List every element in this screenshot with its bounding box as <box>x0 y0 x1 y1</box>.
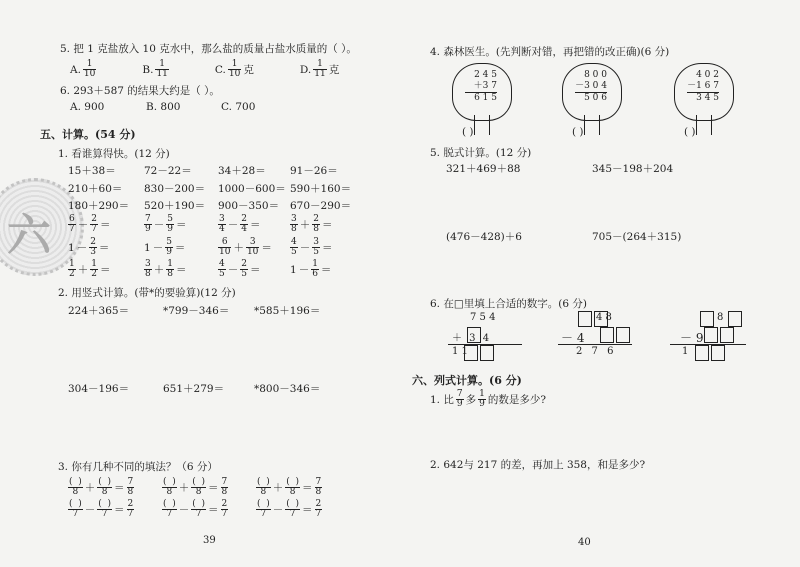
digit-box[interactable] <box>616 327 630 343</box>
vertical-calc-item: *585＋196＝ <box>254 305 321 317</box>
q3-title: 3. 你有几种不同的填法？（6 分） <box>58 461 218 473</box>
fill-in-item[interactable]: $\frac{( )}{7}$ － $\frac{( )}{7}$ ＝ $\frac{2}{7}$ <box>257 499 322 519</box>
section-5-title: 五、计算。(54 分) <box>40 128 136 141</box>
left-q5: 5. 把 1 克盐放入 10 克水中，那么盐的质量占盐水质量的（ ）。 <box>60 43 357 55</box>
fraction-calc-item: $\frac{3}{8}$ ＋ $\frac{1}{8}$ ＝ <box>145 259 187 279</box>
q5-option-a: A. $\frac{1}{10}$ <box>70 59 96 79</box>
digit-box[interactable] <box>480 345 494 361</box>
judge-paren[interactable]: ( ) <box>462 126 474 138</box>
calc-item: 34＋28＝ <box>218 165 266 177</box>
digit-box[interactable] <box>578 311 592 327</box>
q6-option-b: B. 800 <box>146 101 181 113</box>
page-number-left: 39 <box>203 535 216 546</box>
puzzle2-bot: 2 7 6 <box>576 346 617 357</box>
left-q6: 6. 293＋587 的结果大约是（ ）。 <box>60 85 220 97</box>
puzzle1-bot: 1 1 <box>452 346 468 357</box>
expression-item: 705－(264＋315) <box>592 231 682 243</box>
right-q6: 6. 在□里填上合适的数字。(6 分) <box>430 298 587 310</box>
digit-box[interactable] <box>600 327 614 343</box>
fraction-calc-item: $\frac{6}{7}$ － $\frac{2}{7}$ ＝ <box>69 214 111 234</box>
fraction-calc-item: $\frac{3}{4}$ － $\frac{2}{4}$ ＝ <box>219 214 261 234</box>
fraction-calc-item: 1 － $\frac{1}{6}$ ＝ <box>290 259 332 279</box>
section-6-title: 六、列式计算。(6 分) <box>412 374 522 387</box>
puzzle3-top: 8 <box>717 312 724 323</box>
calc-item: 1000－600＝ <box>218 183 286 195</box>
puzzle1-mid: ＋ 3 4 <box>452 333 492 344</box>
puzzle2-mid: － 4 <box>561 331 585 345</box>
q6-option-a: A. 900 <box>70 101 105 113</box>
vertical-calc-item: 304－196＝ <box>68 383 130 395</box>
expression-item: 345－198＋204 <box>592 163 674 175</box>
calc-item: 91－26＝ <box>290 165 338 177</box>
calc-item: 830－200＝ <box>144 183 206 195</box>
judge-paren[interactable]: ( ) <box>572 126 584 138</box>
expression-item: 321＋469＋88 <box>446 163 521 175</box>
q6-option-c: C. 700 <box>221 101 256 113</box>
puzzle1-top: 7 5 4 <box>470 312 496 323</box>
fraction-calc-item: $\frac{6}{10}$ ＋ $\frac{3}{10}$ ＝ <box>219 237 272 257</box>
vertical-calc-item: *799－346＝ <box>163 305 230 317</box>
seal-text: 六 <box>7 210 51 261</box>
word-problem-2: 2. 642与 217 的差，再加上 358，和是多少? <box>430 459 646 471</box>
left-q5-options <box>70 60 339 79</box>
digit-box[interactable] <box>711 345 725 361</box>
puzzle2-line <box>558 344 632 345</box>
calc-item: 210＋60＝ <box>68 183 123 195</box>
q5-option-c: C. $\frac{1}{10}$ 克 <box>214 59 254 79</box>
fill-in-item[interactable]: $\frac{( )}{8}$ ＋ $\frac{( )}{8}$ ＝ $\frac{7}{8}$ <box>257 477 322 497</box>
tree-calc: 8 0 0 －3 0 4 5 0 6 <box>562 63 622 141</box>
page-number-right: 40 <box>578 537 591 548</box>
puzzle3-mid: － 9 <box>680 331 704 345</box>
digit-box[interactable] <box>700 311 714 327</box>
q1-title: 1. 看谁算得快。(12 分) <box>58 148 170 160</box>
q5-option-b: B. $\frac{1}{11}$ <box>142 59 168 79</box>
expression-item: (476－428)＋6 <box>446 231 522 243</box>
right-q5: 5. 脱式计算。(12 分) <box>430 147 532 159</box>
digit-box[interactable] <box>720 327 734 343</box>
calc-item: 15＋38＝ <box>68 165 116 177</box>
tree-calc: 4 0 2 －1 6 7 3 4 5 <box>674 63 734 141</box>
calc-item: 590＋160＝ <box>290 183 352 195</box>
calc-item: 900－350＝ <box>218 200 280 212</box>
q5-option-d: D. $\frac{1}{11}$ 克 <box>299 59 340 79</box>
digit-box[interactable] <box>728 311 742 327</box>
right-q4: 4. 森林医生。(先判断对错，再把错的改正确)(6 分) <box>430 46 670 58</box>
vertical-calc-item: 651＋279＝ <box>163 383 225 395</box>
fill-in-item[interactable]: $\frac{( )}{7}$ － $\frac{( )}{7}$ ＝ $\frac{2}{7}$ <box>163 499 228 519</box>
calc-item: 520＋190＝ <box>144 200 206 212</box>
vertical-calc-item: 224＋365＝ <box>68 305 130 317</box>
fill-in-item[interactable]: $\frac{( )}{8}$ ＋ $\frac{( )}{8}$ ＝ $\frac{7}{8}$ <box>69 477 134 497</box>
digit-box[interactable] <box>704 327 718 343</box>
fraction-calc-item: $\frac{3}{8}$ ＋ $\frac{2}{8}$ ＝ <box>291 214 333 234</box>
judge-paren[interactable]: ( ) <box>684 126 696 138</box>
calc-item: 72－22＝ <box>144 165 192 177</box>
fraction-calc-item: $\frac{1}{2}$ ＋ $\frac{1}{2}$ ＝ <box>69 259 111 279</box>
fraction-calc-item: $\frac{4}{5}$ － $\frac{3}{5}$ ＝ <box>291 237 333 257</box>
fraction-calc-item: $\frac{7}{9}$ － $\frac{5}{9}$ ＝ <box>145 214 187 234</box>
fill-in-item[interactable]: $\frac{( )}{7}$ － $\frac{( )}{7}$ ＝ $\frac{2}{7}$ <box>69 499 134 519</box>
puzzle2-top: 4 8 <box>596 312 612 323</box>
word-problem-1: 1. 比 $\frac{7}{9}$ 多 $\frac{1}{9}$ 的数是多少? <box>430 389 546 409</box>
fraction-calc-item: $\frac{4}{5}$ － $\frac{2}{5}$ ＝ <box>219 259 261 279</box>
calc-item: 670－290＝ <box>290 200 352 212</box>
q2-title: 2. 用竖式计算。(带*的要验算)(12 分) <box>58 287 236 299</box>
fill-in-item[interactable]: $\frac{( )}{8}$ ＋ $\frac{( )}{8}$ ＝ $\frac{7}{8}$ <box>163 477 228 497</box>
fraction-calc-item: 1 － $\frac{5}{9}$ ＝ <box>144 237 186 257</box>
puzzle3-bot: 1 <box>682 346 689 357</box>
digit-box[interactable] <box>464 345 478 361</box>
tree-calc: 2 4 5 ＋3 7 6 1 5 <box>452 63 512 141</box>
calc-item: 180＋290＝ <box>68 200 130 212</box>
digit-box[interactable] <box>695 345 709 361</box>
fraction-calc-item: 1 － $\frac{2}{3}$ ＝ <box>68 237 110 257</box>
digit-box[interactable] <box>467 327 481 343</box>
vertical-calc-item: *800－346＝ <box>254 383 321 395</box>
